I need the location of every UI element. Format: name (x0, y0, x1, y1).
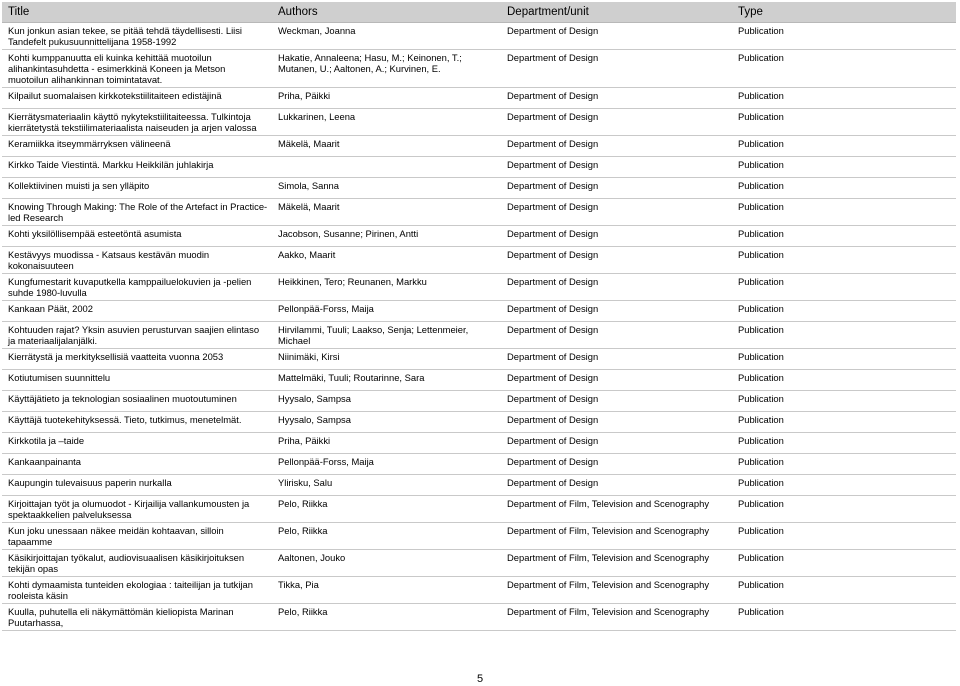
cell-type: Publication (732, 475, 956, 496)
table-row (2, 88, 956, 109)
table-row (2, 577, 956, 604)
table-row (2, 391, 956, 412)
table-row (2, 247, 956, 274)
cell-authors: Ylirisku, Salu (272, 475, 501, 496)
cell-title: Keramiikka itseymmärryksen välineenä (2, 136, 272, 157)
cell-type: Publication (732, 370, 956, 391)
cell-title: Kankaanpainanta (2, 454, 272, 475)
cell-department: Department of Design (501, 454, 732, 475)
cell-authors: Mäkelä, Maarit (272, 199, 501, 226)
cell-department: Department of Design (501, 412, 732, 433)
publication-list (2, 2, 956, 631)
table-row (2, 523, 956, 550)
cell-authors: Pelo, Riikka (272, 523, 501, 550)
cell-type: Publication (732, 433, 956, 454)
cell-title: Kollektiivinen muisti ja sen ylläpito (2, 178, 272, 199)
cell-type: Publication (732, 226, 956, 247)
cell-authors: Niinimäki, Kirsi (272, 349, 501, 370)
cell-department: Department of Design (501, 136, 732, 157)
cell-type: Publication (732, 454, 956, 475)
cell-department: Department of Design (501, 247, 732, 274)
table-row (2, 157, 956, 178)
cell-department: Department of Design (501, 274, 732, 301)
cell-type: Publication (732, 247, 956, 274)
cell-authors: Hakatie, Annaleena; Hasu, M.; Keinonen, T.; Mutanen, U.; Aaltonen, A.; Kurvinen, E. (272, 50, 501, 88)
cell-title: Knowing Through Making: The Role of the Artefact in Practice-led Research (2, 199, 272, 226)
cell-title: Kotiutumisen suunnittelu (2, 370, 272, 391)
cell-department: Department of Design (501, 370, 732, 391)
table-row (2, 322, 956, 349)
cell-title: Kohti yksilöllisempää esteetöntä asumista (2, 226, 272, 247)
cell-title: Kierrätystä ja merkityksellisiä vaatteita vuonna 2053 (2, 349, 272, 370)
cell-type: Publication (732, 136, 956, 157)
cell-department: Department of Design (501, 475, 732, 496)
cell-authors: Jacobson, Susanne; Pirinen, Antti (272, 226, 501, 247)
table-row (2, 496, 956, 523)
cell-department: Department of Design (501, 301, 732, 322)
table-header (2, 2, 956, 23)
cell-department: Department of Design (501, 178, 732, 199)
cell-type: Publication (732, 322, 956, 349)
cell-type: Publication (732, 604, 956, 631)
cell-department: Department of Design (501, 23, 732, 50)
cell-authors: Weckman, Joanna (272, 23, 501, 50)
cell-type: Publication (732, 349, 956, 370)
cell-department: Department of Design (501, 322, 732, 349)
cell-type: Publication (732, 88, 956, 109)
cell-type: Publication (732, 199, 956, 226)
cell-title: Kirkko Taide Viestintä. Markku Heikkilän juhlakirja (2, 157, 272, 178)
cell-type: Publication (732, 523, 956, 550)
cell-authors: Hirvilammi, Tuuli; Laakso, Senja; Lettenmeier, Michael (272, 322, 501, 349)
cell-department: Department of Film, Television and Scenography (501, 577, 732, 604)
cell-type: Publication (732, 50, 956, 88)
cell-title: Käyttäjätieto ja teknologian sosiaalinen muotoutuminen (2, 391, 272, 412)
table-row (2, 550, 956, 577)
header-department: Department/unit (501, 2, 732, 23)
cell-authors: Tikka, Pia (272, 577, 501, 604)
cell-authors: Heikkinen, Tero; Reunanen, Markku (272, 274, 501, 301)
table-row (2, 301, 956, 322)
table-row (2, 226, 956, 247)
table-row (2, 349, 956, 370)
cell-authors: Pellonpää-Forss, Maija (272, 301, 501, 322)
cell-type: Publication (732, 23, 956, 50)
cell-authors: Aaltonen, Jouko (272, 550, 501, 577)
cell-authors: Mattelmäki, Tuuli; Routarinne, Sara (272, 370, 501, 391)
table-row (2, 274, 956, 301)
cell-type: Publication (732, 301, 956, 322)
cell-department: Department of Film, Television and Scenography (501, 550, 732, 577)
header-row (2, 2, 956, 23)
cell-title: Kilpailut suomalaisen kirkkotekstiilitaiteen edistäjinä (2, 88, 272, 109)
cell-authors: Pelo, Riikka (272, 604, 501, 631)
cell-title: Kankaan Päät, 2002 (2, 301, 272, 322)
table-row (2, 475, 956, 496)
cell-type: Publication (732, 412, 956, 433)
cell-authors: Hyysalo, Sampsa (272, 412, 501, 433)
cell-title: Kun joku unessaan näkee meidän kohtaavan, silloin tapaamme (2, 523, 272, 550)
cell-authors: Mäkelä, Maarit (272, 136, 501, 157)
cell-type: Publication (732, 550, 956, 577)
publications-table (2, 2, 956, 631)
cell-department: Department of Design (501, 157, 732, 178)
cell-department: Department of Film, Television and Scenography (501, 604, 732, 631)
table-row (2, 50, 956, 88)
cell-type: Publication (732, 178, 956, 199)
cell-department: Department of Design (501, 50, 732, 88)
header-type: Type (732, 2, 956, 23)
cell-type: Publication (732, 109, 956, 136)
cell-title: Kirkkotila ja –taide (2, 433, 272, 454)
cell-authors: Aakko, Maarit (272, 247, 501, 274)
cell-authors: Pellonpää-Forss, Maija (272, 454, 501, 475)
table-row (2, 433, 956, 454)
cell-title: Kun jonkun asian tekee, se pitää tehdä täydellisesti. Liisi Tandefelt pukusuunnittelijana 1958-1992 (2, 23, 272, 50)
cell-title: Kohtuuden rajat? Yksin asuvien perusturvan saajien elintaso ja materiaalijalanjälki. (2, 322, 272, 349)
cell-authors: Priha, Päikki (272, 88, 501, 109)
cell-department: Department of Design (501, 199, 732, 226)
cell-type: Publication (732, 157, 956, 178)
table-row (2, 109, 956, 136)
table-row (2, 136, 956, 157)
cell-authors: Hyysalo, Sampsa (272, 391, 501, 412)
table-row (2, 604, 956, 631)
cell-title: Kungfumestarit kuvaputkella kamppailuelokuvien ja -pelien suhde 1980-luvulla (2, 274, 272, 301)
cell-department: Department of Design (501, 226, 732, 247)
table-row (2, 23, 956, 50)
cell-department: Department of Design (501, 109, 732, 136)
header-title: Title (2, 2, 272, 23)
cell-authors: Simola, Sanna (272, 178, 501, 199)
cell-department: Department of Film, Television and Scenography (501, 523, 732, 550)
table-row (2, 454, 956, 475)
cell-authors: Pelo, Riikka (272, 496, 501, 523)
cell-title: Käsikirjoittajan työkalut, audiovisuaalisen käsikirjoituksen tekijän opas (2, 550, 272, 577)
table-body (2, 23, 956, 631)
cell-type: Publication (732, 274, 956, 301)
cell-authors: Priha, Päikki (272, 433, 501, 454)
cell-title: Kirjoittajan työt ja olumuodot - Kirjailija vallankumousten ja spektaakkelien palveluksessa (2, 496, 272, 523)
cell-department: Department of Design (501, 391, 732, 412)
cell-title: Kestävyys muodissa - Katsaus kestävän muodin kokonaisuuteen (2, 247, 272, 274)
cell-title: Käyttäjä tuotekehityksessä. Tieto, tutkimus, menetelmät. (2, 412, 272, 433)
table-row (2, 199, 956, 226)
table-row (2, 370, 956, 391)
cell-department: Department of Film, Television and Scenography (501, 496, 732, 523)
cell-department: Department of Design (501, 88, 732, 109)
cell-title: Kuulla, puhutella eli näkymättömän kieliopista Marinan Puutarhassa, (2, 604, 272, 631)
cell-title: Kohti kumppanuutta eli kuinka kehittää muotoilun alihankintasuhdetta - esimerkkinä Koneen ja Metson muotoilun alihankinnan toimintatavat. (2, 50, 272, 88)
table-row (2, 412, 956, 433)
cell-title: Kohti dymaamista tunteiden ekologiaa : taiteilijan ja tutkijan rooleista käsin (2, 577, 272, 604)
cell-department: Department of Design (501, 433, 732, 454)
cell-authors (272, 157, 501, 178)
header-authors: Authors (272, 2, 501, 23)
table-row (2, 178, 956, 199)
cell-authors: Lukkarinen, Leena (272, 109, 501, 136)
cell-type: Publication (732, 391, 956, 412)
cell-department: Department of Design (501, 349, 732, 370)
cell-type: Publication (732, 496, 956, 523)
cell-type: Publication (732, 577, 956, 604)
cell-title: Kaupungin tulevaisuus paperin nurkalla (2, 475, 272, 496)
cell-title: Kierrätysmateriaalin käyttö nykytekstiilitaiteessa. Tulkintoja kierrätetystä tekstiilimateriaalista naiseuden ja arjen valossa (2, 109, 272, 136)
page-number: 5 (476, 673, 484, 685)
